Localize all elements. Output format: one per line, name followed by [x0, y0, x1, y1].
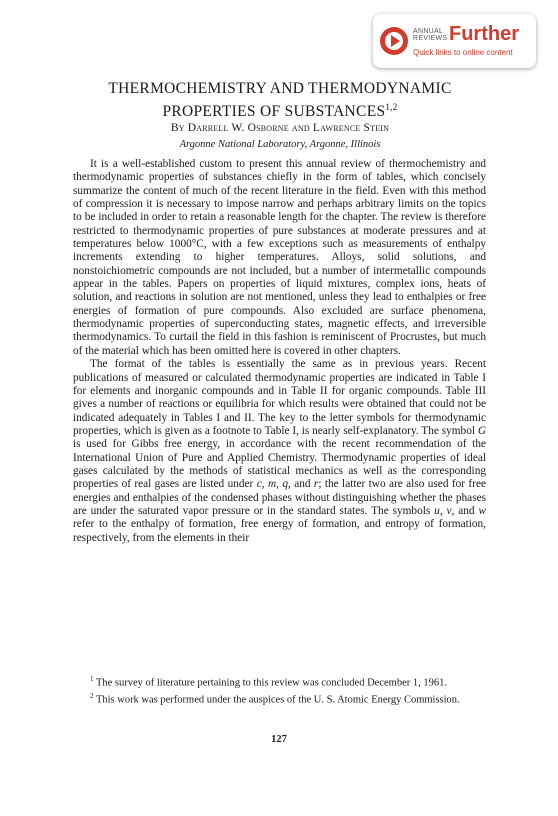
- title-line-2: PROPERTIES OF SUBSTANCES: [162, 103, 386, 121]
- symbol-g: G: [477, 424, 486, 437]
- symbol-u: u: [434, 504, 440, 517]
- footnote-2: $^2$ This work was performed under the auspices of the U. S. Atomic Energy Commission.: [90, 691, 460, 706]
- page-number: 127: [271, 734, 287, 745]
- play-arrow-icon: [379, 26, 409, 56]
- symbol-w: w: [478, 504, 486, 517]
- further-subtitle: Quick links to online content: [413, 48, 513, 57]
- title-footnote-marks: 1,2: [385, 102, 398, 112]
- symbol-c: c: [256, 478, 262, 491]
- further-label: Further: [449, 23, 519, 45]
- paragraph-1: It is a well-established custom to present this annual review of thermochemistry and thermodynamic properties of substances chiefly in the form of tables, which concisely summarize the content of much of the recent literature in the field. Even with this method of compression it is necessary to impose narrow and perhaps arbitrary limits on the topics to be included in order to retain a reasonable length for the chapter. The review is therefore restricted to thermodynamic properties of pure substances at moderate pressures and at temperatures below 1000°C, with a few exceptions such as measurements of enthalpy increments extending to higher temperatures. Alloys, solid solutions, and nonstoichiometric compounds are not included, but a number of intermetallic compounds appear in the tables. Papers on properties of liquid mixtures, complex ions, heats of solution, and reactions in solution are not mentioned, unless they lead to enthalpies or free energies of formation of pure compounds. Also excluded are surface phenomena, thermodynamic properties of superconducting states, magnetic effects, and irreversible thermodynamics. To curtail the field in this fashion is reminiscent of Procrustes, but much of the material which has been omitted here is covered in other chapters.: [73, 158, 486, 357]
- symbol-m: m: [267, 478, 277, 491]
- paragraph-2: The format of the tables is essentially the same as in previous years. Recent publications of measured or calculated thermodynamic properties are indicated in Table I for elements and inorganic compounds and in Table II for organic compounds. Table III gives a number of reactions or equilibria for which results were obtained that could not be indicated adequately in Tables I and II. The key to the letter symbols for thermodynamic properties, which is given as a footnote to Table I, is nearly self-explanatory. The symbol G is used for Gibbs free energy, in accordance with the recent recommendation of the International Union of Pure and Applied Chemistry. Thermodynamic properties of ideal gases calculated by the methods of statistical mechanics as well as the corresponding properties of real gases are listed under c, m, q, and r; the latter two are also used for free energies and enthalpies of the condensed phases without distinguishing whether the phases are under the saturated vapor pressure or in the standard states. The symbols u, v, and w refer to the enthalpy of formation, free energy of formation, and entropy of formation, respectively, from the elements in their: [73, 358, 486, 544]
- symbol-v: v: [446, 504, 452, 517]
- authors: By Darrell W. Osborne and Lawrence Stein: [170, 122, 390, 134]
- article-body: [73, 158, 486, 545]
- footnote-1: $^1$ The survey of literature pertaining to this review was concluded December 1, 1961.: [90, 675, 447, 689]
- title-line-1: THERMOCHEMISTRY AND THERMODYNAMIC: [108, 80, 452, 97]
- further-badge[interactable]: [373, 14, 536, 68]
- affiliation: Argonne National Laboratory, Argonne, Illinois: [179, 139, 381, 150]
- symbol-r: r: [313, 478, 319, 491]
- symbol-q: q: [282, 478, 288, 491]
- footnotes: [73, 673, 486, 707]
- annual-reviews-logo-text: ANNUAL REVIEWS: [413, 28, 448, 42]
- article-title: [60, 80, 500, 121]
